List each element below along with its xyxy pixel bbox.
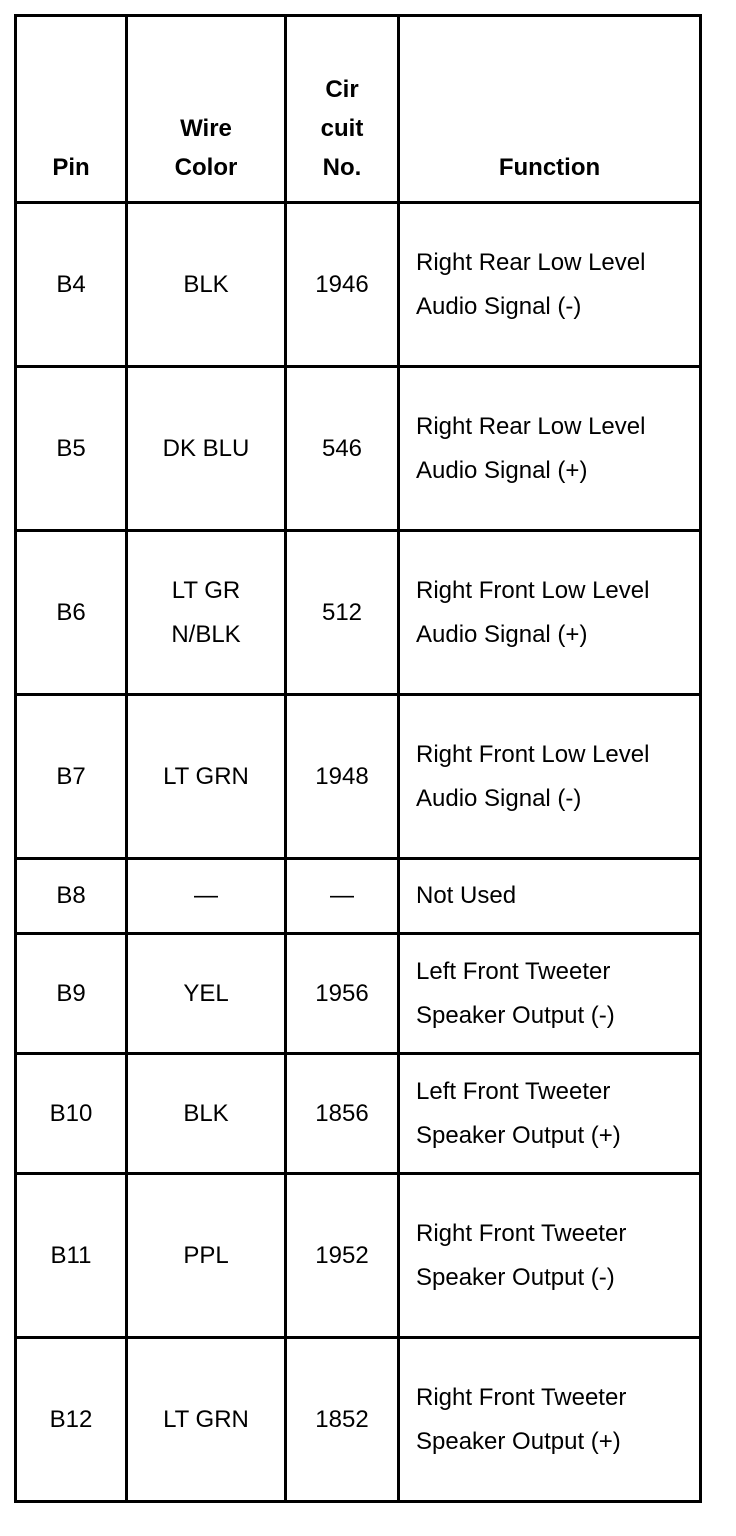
cell-wire-color: LT GRN xyxy=(127,695,286,859)
cell-circuit: 1948 xyxy=(286,695,399,859)
header-function: Function xyxy=(399,16,701,203)
cell-function: Right Front Low Level Audio Signal (+) xyxy=(399,531,701,695)
table-row xyxy=(16,203,701,367)
cell-pin: B5 xyxy=(16,367,127,531)
header-wire-color: Wire Color xyxy=(127,16,286,203)
table-header-row xyxy=(16,16,701,203)
cell-pin: B7 xyxy=(16,695,127,859)
header-pin: Pin xyxy=(16,16,127,203)
cell-pin: B11 xyxy=(16,1174,127,1338)
table-row xyxy=(16,367,701,531)
table-row xyxy=(16,1174,701,1338)
cell-pin: B4 xyxy=(16,203,127,367)
cell-function: Right Front Low Level Audio Signal (-) xyxy=(399,695,701,859)
table-row xyxy=(16,934,701,1054)
header-circuit-no: Cir cuit No. xyxy=(286,16,399,203)
cell-circuit: — xyxy=(286,859,399,934)
pin-table xyxy=(14,14,702,1503)
cell-pin: B10 xyxy=(16,1054,127,1174)
cell-function: Right Rear Low Level Audio Signal (+) xyxy=(399,367,701,531)
table-row xyxy=(16,531,701,695)
table-row xyxy=(16,1338,701,1502)
cell-circuit: 1946 xyxy=(286,203,399,367)
cell-circuit: 1856 xyxy=(286,1054,399,1174)
cell-function: Right Front Tweeter Speaker Output (+) xyxy=(399,1338,701,1502)
cell-circuit: 1956 xyxy=(286,934,399,1054)
cell-wire-color: BLK xyxy=(127,1054,286,1174)
cell-function: Not Used xyxy=(399,859,701,934)
cell-wire-color: LT GRN/BLK xyxy=(127,531,286,695)
cell-function: Right Front Tweeter Speaker Output (-) xyxy=(399,1174,701,1338)
cell-function: Left Front Tweeter Speaker Output (+) xyxy=(399,1054,701,1174)
cell-circuit: 546 xyxy=(286,367,399,531)
table-row xyxy=(16,859,701,934)
cell-circuit: 512 xyxy=(286,531,399,695)
cell-wire-color: YEL xyxy=(127,934,286,1054)
cell-circuit: 1852 xyxy=(286,1338,399,1502)
cell-function: Right Rear Low Level Audio Signal (-) xyxy=(399,203,701,367)
cell-pin: B8 xyxy=(16,859,127,934)
cell-wire-color: LT GRN xyxy=(127,1338,286,1502)
cell-circuit: 1952 xyxy=(286,1174,399,1338)
table-row xyxy=(16,695,701,859)
table-row xyxy=(16,1054,701,1174)
cell-wire-color: BLK xyxy=(127,203,286,367)
cell-wire-color: DK BLU xyxy=(127,367,286,531)
cell-function: Left Front Tweeter Speaker Output (-) xyxy=(399,934,701,1054)
cell-wire-color: PPL xyxy=(127,1174,286,1338)
cell-pin: B6 xyxy=(16,531,127,695)
cell-pin: B9 xyxy=(16,934,127,1054)
cell-pin: B12 xyxy=(16,1338,127,1502)
cell-wire-color: — xyxy=(127,859,286,934)
